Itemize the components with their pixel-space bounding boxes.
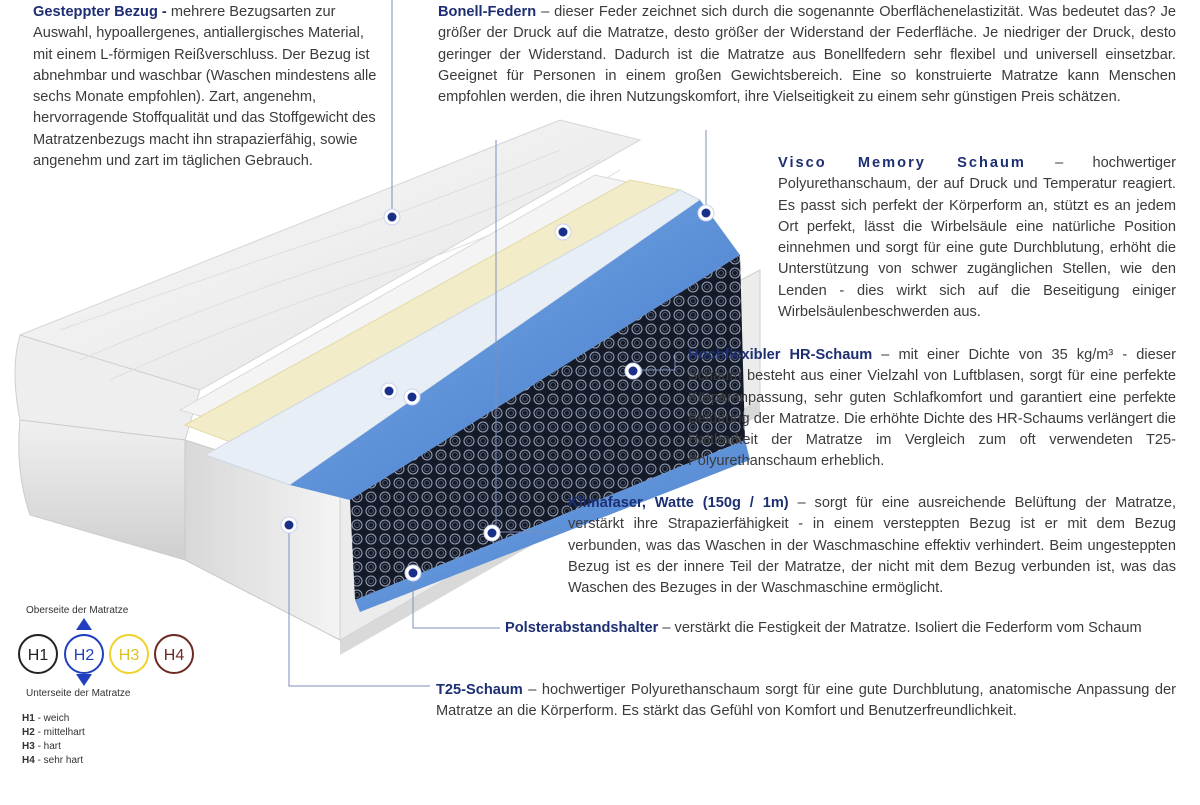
marker-bonell[interactable]: [698, 205, 714, 221]
h1-label: H1: [27, 647, 49, 664]
marker-hr-inner[interactable]: [404, 389, 420, 405]
section-klima-title: Klimafaser, Watte (150g / 1m): [568, 495, 789, 511]
section-bezug-title: Gesteppter Bezug -: [33, 4, 167, 20]
section-bezug-text: mehrere Bezugsarten zur Auswahl, hypoallergenes, antiallergisches Material, mit einem L-förmigen Reißverschluss. Der Bezug ist abnehmbar und waschbar (Waschen mindestens alle sechs Monate empfohlen). Zart, angenehm, hervorragende Stoffqualität und das Stoffgewicht des Matratzenbezugs macht ihn strapazierfähig, sowie angenehm und zart im täglichen Gebrauch.: [33, 4, 377, 170]
section-hr-text: – mit einer Dichte von 35 kg/m³ - dieser Schaum besteht aus einer Vielzahl von Luftblasen, sorgt für eine perfekte Körperanpassung, sehr guten Schlafkomfort und garantiert eine perfekte Belüftung der Matratze. Die erhöhte Dichte des HR-Schaums verlängert die Haltbarkeit der Matratze im Vergleich zum oft verwendeten T25-Polyurethanschaum erheblich.: [688, 347, 1177, 470]
hardness-item: H2 - mittelhart: [22, 727, 85, 738]
marker-polster[interactable]: [405, 565, 421, 581]
hardness-item: H4 - sehr hart: [22, 755, 84, 766]
hardness-item: H1 - weich: [22, 713, 70, 724]
marker-springs[interactable]: [381, 383, 397, 399]
marker-t25[interactable]: [281, 517, 297, 533]
h3-label: H3: [118, 647, 140, 664]
hardness-item: H3 - hart: [22, 741, 61, 752]
section-hr-title: Hochflexibler HR-Schaum: [688, 347, 873, 363]
h4-label: H4: [163, 647, 185, 664]
hardness-legend: [19, 618, 193, 686]
section-bonell: [438, 2, 1176, 108]
section-visco-text: – hochwertiger Polyurethanschaum, der auf Druck und Temperatur reagiert. Es passt sich perfekt der Körperform an, stützt es an jedem Ort perfekt, lässt die Wirbelsäule eine natürliche Position einnehmen und sorgt für eine gute Durchblutung, erhöht die Unterstützung von schwer zugänglichen Stellen, wie den Lenden - dies wirkt sich auf die Beseitigung einiger Wirbelsäulenbeschwerden aus.: [778, 155, 1177, 321]
section-bezug: [33, 2, 378, 172]
marker-hr[interactable]: [625, 363, 641, 379]
legend-bottom-label: Unterseite der Matratze: [26, 688, 131, 699]
section-t25-title: T25-Schaum: [436, 682, 523, 698]
marker-visco[interactable]: [555, 224, 571, 240]
section-bonell-text: – dieser Feder zeichnet sich durch die sogenannte Oberflächenelastizität. Was bedeutet das? Je größer der Druck auf die Matratze, desto größer der Widerstand der Federfläche. Je niedriger der Druck, desto geringer der Widerstand. Dadurch ist die Matratze aus Bonellfedern sehr flexibel und universell einsetzbar. Geeignet für Personen in einem großen Gewichtsbereich. Eine so konstruierte Matratze kann Menschen empfohlen werden, die ihren Nutzungskomfort, ihre Vielseitigkeit zu einem sehr günstigen Preis schätzen.: [438, 4, 1176, 106]
section-polster: [505, 618, 1176, 639]
h2-label: H2: [73, 647, 95, 664]
section-bonell-title: Bonell-Federn: [438, 4, 537, 20]
section-polster-text: – verstärkt die Festigkeit der Matratze. Isoliert die Federform vom Schaum: [658, 620, 1142, 636]
section-klima: [568, 493, 1176, 599]
section-t25-text: – hochwertiger Polyurethanschaum sorgt für eine gute Durchblutung, anatomische Anpassung der Matratze an die Körperform. Es stärkt das Gefühl von Komfort und Benutzerfreundlichkeit.: [436, 682, 1176, 720]
section-t25: [436, 680, 1176, 723]
section-polster-title: Polsterabstandshalter: [505, 620, 659, 636]
section-visco-title: Visco Memory Schaum: [778, 155, 1026, 171]
marker-cover[interactable]: [384, 209, 400, 225]
section-klima-text: – sorgt für eine ausreichende Belüftung der Matratze, verstärkt ihre Strapazierfähigkeit - in einem versteppten Bezug ist er mit dem Bezug verbunden, was das Waschen in der Waschmaschine effektiv verhindert. Beim ungesteppten Bezug ist es der innere Teil der Matratze, der nicht mit dem Bezug verbunden ist, was das Waschen des Bezuges in der Waschmaschine ermöglicht.: [568, 495, 1176, 597]
section-hr: [688, 345, 1176, 473]
hardness-list: [22, 712, 85, 768]
legend-top-label: Oberseite der Matratze: [26, 605, 129, 616]
section-visco: [778, 153, 1176, 323]
marker-klima[interactable]: [484, 525, 500, 541]
